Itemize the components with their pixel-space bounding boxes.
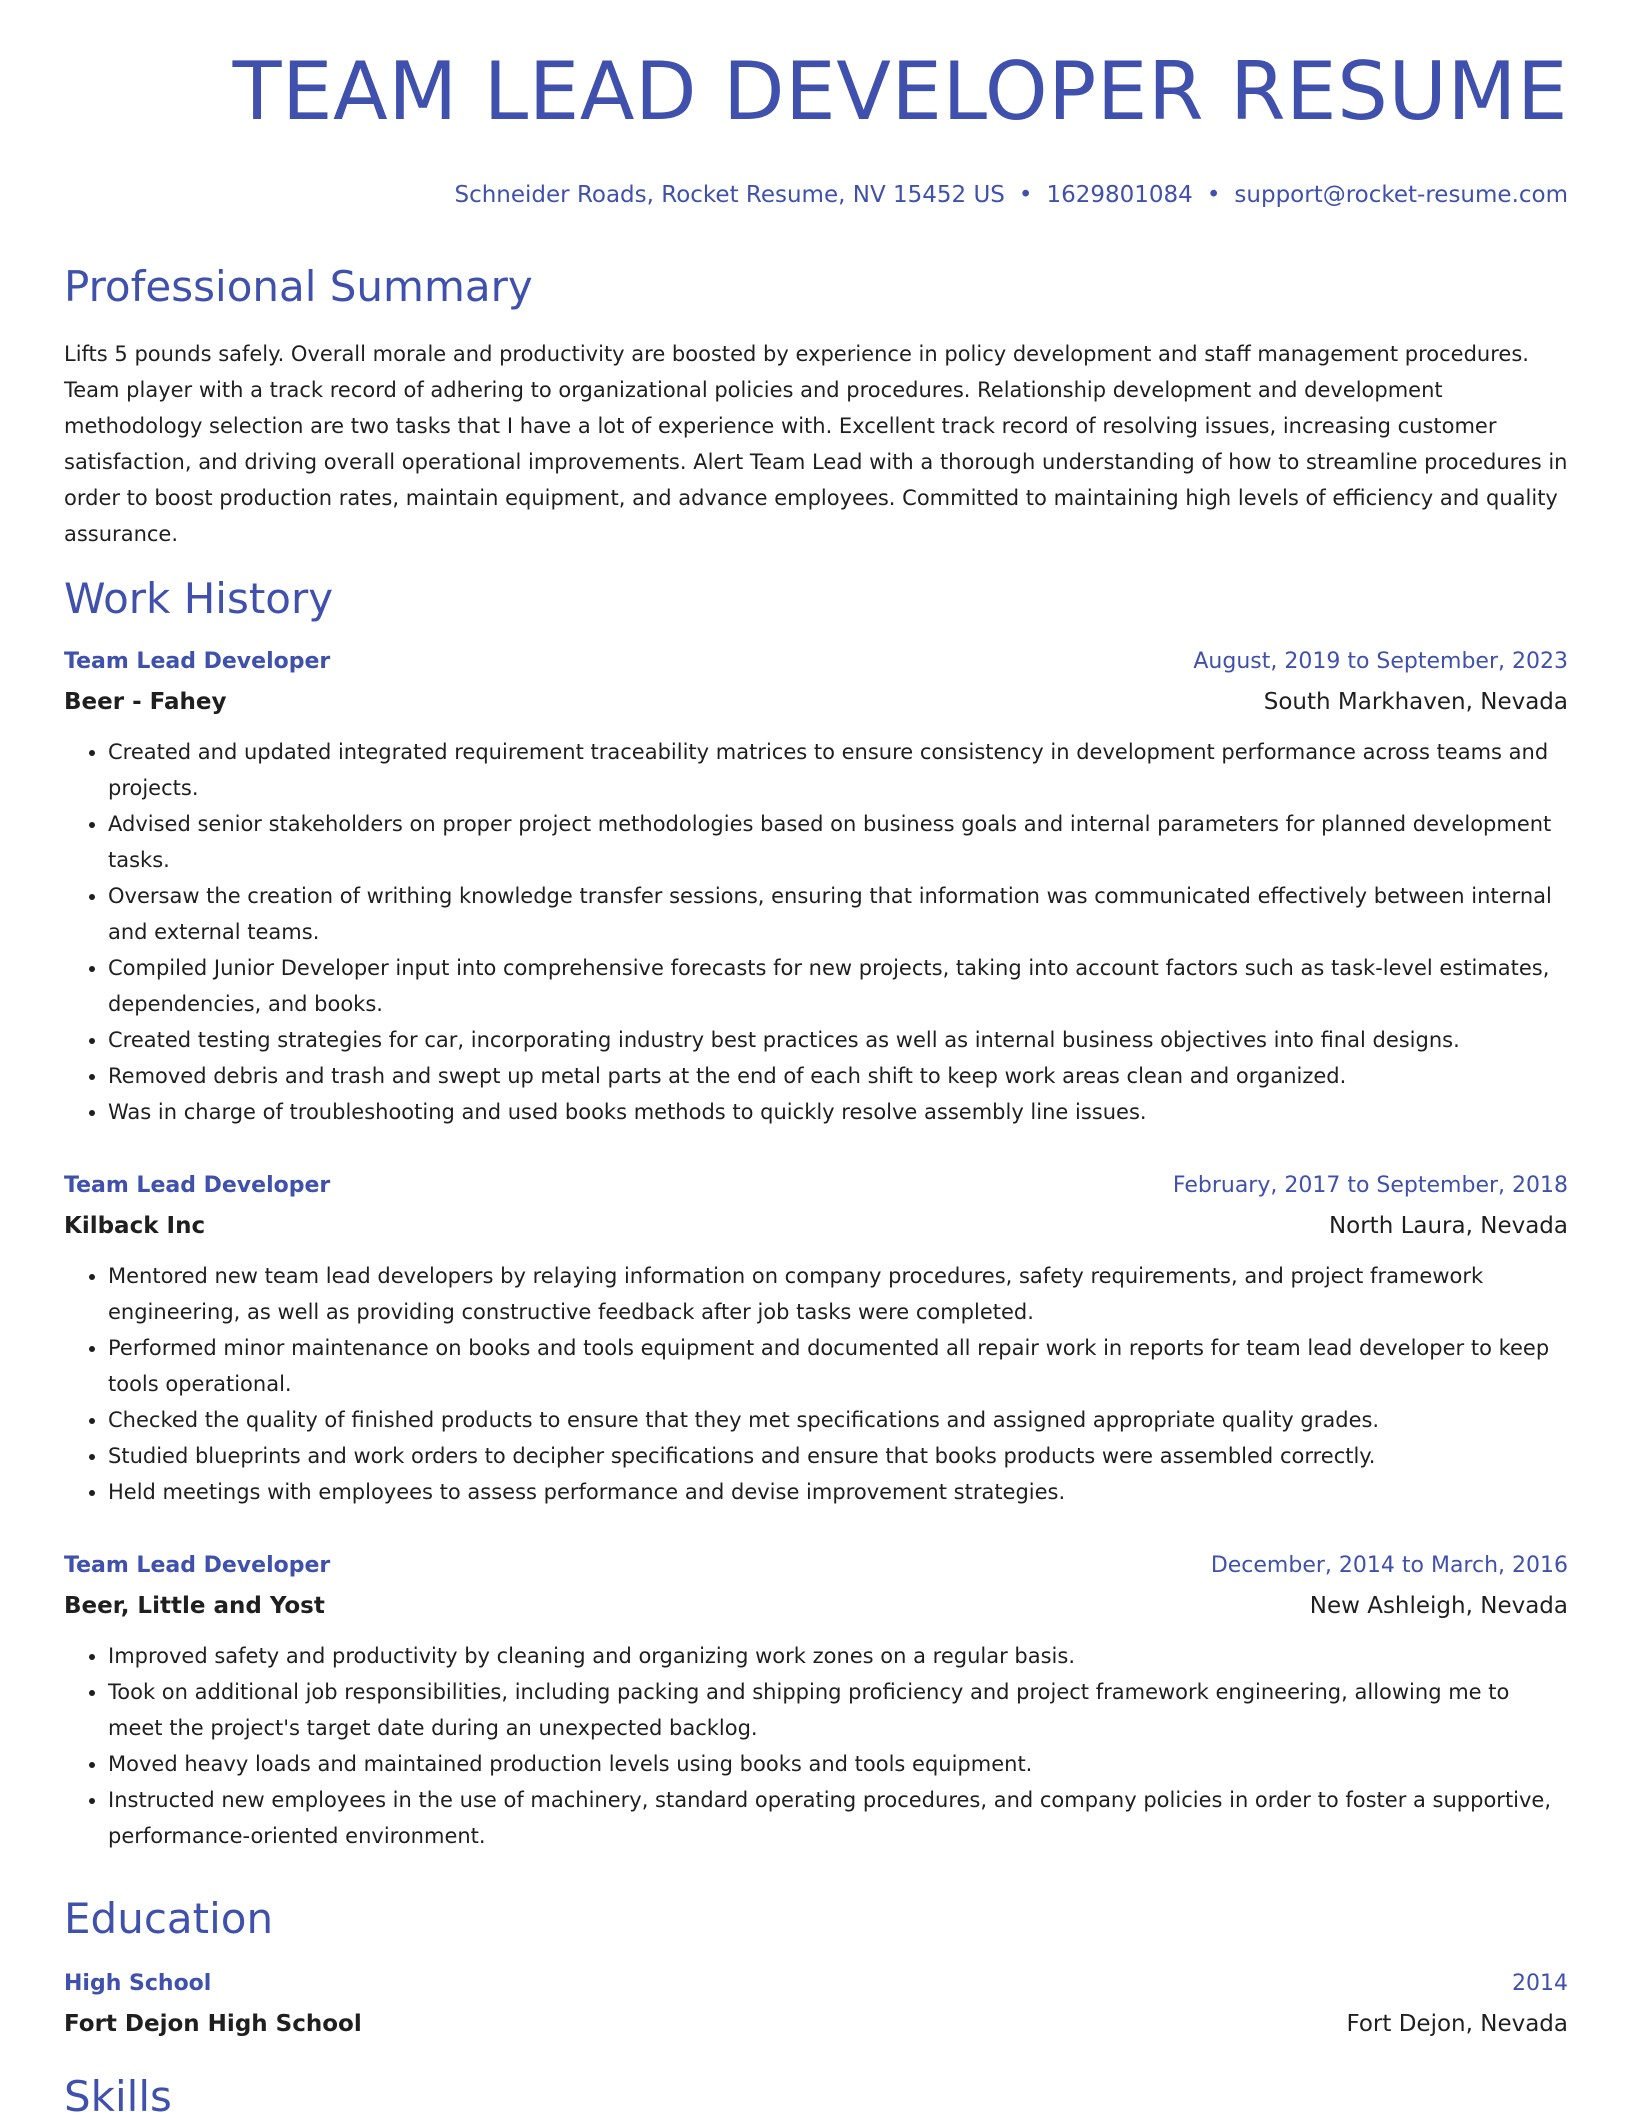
education-entry xyxy=(64,1964,1568,2044)
job-bullet: • Checked the quality of finished products to ensure that they met specifications and assigned appropriate quality grades. xyxy=(108,1402,1568,1438)
contact-address: Schneider Roads, Rocket Resume, NV 15452 US xyxy=(454,182,1005,208)
education-school: Fort Dejon High School xyxy=(64,2011,362,2037)
education-year: 2014 xyxy=(1512,1971,1568,1996)
job-bullet: • Oversaw the creation of writhing knowledge transfer sessions, ensuring that information was communicated effectively between internal and external teams. xyxy=(108,878,1568,950)
job-company: Beer, Little and Yost xyxy=(64,1593,325,1619)
job-header-row xyxy=(64,642,1568,682)
job-bullet: • Advised senior stakeholders on proper project methodologies based on business goals and internal parameters for planned development tasks. xyxy=(108,806,1568,878)
job-bullets xyxy=(64,734,1568,1130)
job-location: North Laura, Nevada xyxy=(1328,1213,1568,1239)
education-header-row xyxy=(64,1964,1568,2004)
contact-separator: • xyxy=(1018,182,1033,208)
job-bullets xyxy=(64,1258,1568,1510)
education-school-row xyxy=(64,2004,1568,2044)
job-bullet: • Performed minor maintenance on books and tools equipment and documented all repair work in reports for team lead developer to keep tools operational. xyxy=(108,1330,1568,1402)
summary-heading: Professional Summary xyxy=(64,262,533,311)
job-bullet: • Improved safety and productivity by cleaning and organizing work zones on a regular basis. xyxy=(108,1638,1568,1674)
job-location: South Markhaven, Nevada xyxy=(1263,689,1568,715)
job-bullet: • Compiled Junior Developer input into comprehensive forecasts for new projects, taking into account factors such as task-level estimates, dependencies, and books. xyxy=(108,950,1568,1022)
job-company: Beer - Fahey xyxy=(64,689,227,715)
work-history-heading: Work History xyxy=(64,574,334,623)
contact-email: support@rocket-resume.com xyxy=(1234,182,1568,208)
job-dates: February, 2017 to September, 2018 xyxy=(1172,1173,1568,1198)
job-entry xyxy=(64,642,1568,1130)
education-degree: High School xyxy=(64,1971,212,1996)
job-entry xyxy=(64,1166,1568,1510)
job-bullet: • Created and updated integrated requirement traceability matrices to ensure consistency in development performance across teams and projects. xyxy=(108,734,1568,806)
job-dates: August, 2019 to September, 2023 xyxy=(1193,649,1568,674)
job-role: Team Lead Developer xyxy=(64,649,331,674)
job-company-row xyxy=(64,1206,1568,1246)
job-company-row xyxy=(64,682,1568,722)
summary-text: Lifts 5 pounds safely. Overall morale and productivity are boosted by experience in policy development and staff management procedures. Team player with a track record of adhering to organizational policies and procedures. Relationship development and development methodology selection are two tasks that I have a lot of experience with. Excellent track record of resolving issues, increasing customer satisfaction, and driving overall operational improvements. Alert Team Lead with a thorough understanding of how to streamline procedures in order to boost production rates, maintain equipment, and advance employees. Committed to maintaining high levels of efficiency and quality assurance. xyxy=(64,342,1568,546)
job-bullet: • Took on additional job responsibilities, including packing and shipping proficiency and project framework engineering, allowing me to meet the project's target date during an unexpected backlog. xyxy=(108,1674,1568,1746)
job-header-row xyxy=(64,1166,1568,1206)
job-bullet: • Held meetings with employees to assess performance and devise improvement strategies. xyxy=(108,1474,1568,1510)
education-location: Fort Dejon, Nevada xyxy=(1346,2011,1568,2037)
contact-separator: • xyxy=(1206,182,1221,208)
job-bullet: • Instructed new employees in the use of machinery, standard operating procedures, and company policies in order to foster a supportive, performance-oriented environment. xyxy=(108,1782,1568,1854)
job-header-row xyxy=(64,1546,1568,1586)
job-dates: December, 2014 to March, 2016 xyxy=(1210,1553,1568,1578)
job-bullets xyxy=(64,1638,1568,1854)
job-entry xyxy=(64,1546,1568,1854)
job-company-row xyxy=(64,1586,1568,1626)
job-bullet: • Created testing strategies for car, incorporating industry best practices as well as internal business objectives into final designs. xyxy=(108,1022,1568,1058)
education-heading: Education xyxy=(64,1894,274,1943)
contact-line xyxy=(454,184,1568,207)
skills-heading: Skills xyxy=(64,2072,172,2121)
job-role: Team Lead Developer xyxy=(64,1553,331,1578)
contact-phone: 1629801084 xyxy=(1046,182,1193,208)
job-role: Team Lead Developer xyxy=(64,1173,331,1198)
job-bullet: • Was in charge of troubleshooting and used books methods to quickly resolve assembly line issues. xyxy=(108,1094,1568,1130)
job-bullet: • Removed debris and trash and swept up metal parts at the end of each shift to keep work areas clean and organized. xyxy=(108,1058,1568,1094)
resume-title: TEAM LEAD DEVELOPER RESUME xyxy=(232,45,1568,138)
job-bullet: • Moved heavy loads and maintained production levels using books and tools equipment. xyxy=(108,1746,1568,1782)
job-location: New Ashleigh, Nevada xyxy=(1309,1593,1568,1619)
job-bullet: • Mentored new team lead developers by relaying information on company procedures, safety requirements, and project framework engineering, as well as providing constructive feedback after job tasks were completed. xyxy=(108,1258,1568,1330)
job-bullet: • Studied blueprints and work orders to decipher specifications and ensure that books products were assembled correctly. xyxy=(108,1438,1568,1474)
job-company: Kilback Inc xyxy=(64,1213,206,1239)
